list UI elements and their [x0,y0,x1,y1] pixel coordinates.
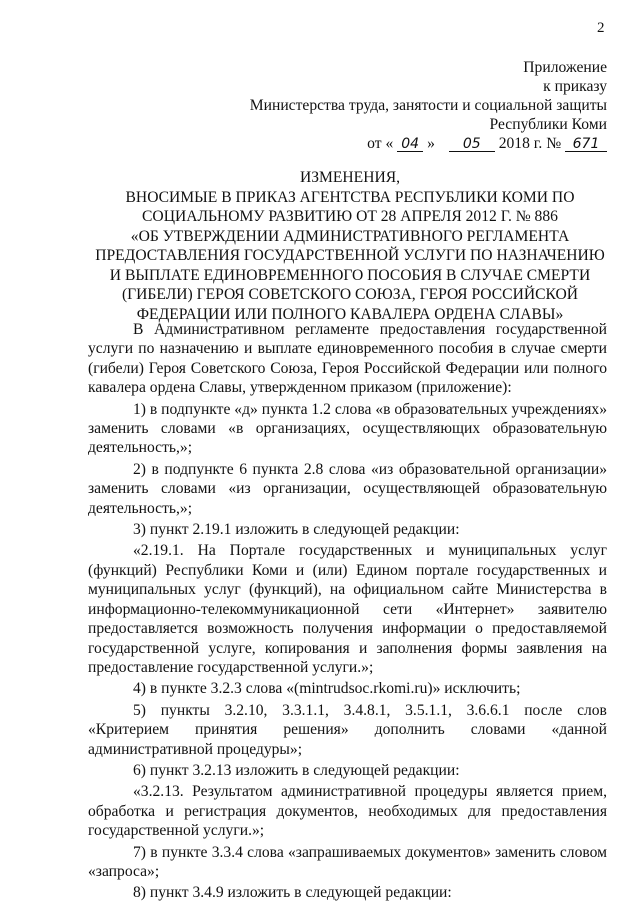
handwritten-month: 05 [449,137,495,152]
quote-2-19-1: «2.19.1. На Портале государственных и муниципальных услуг (функций) Республики Коми и (или) Едином портале государственных и муниципальных услуг (функций), на официальном сайте Министерства в информационно-телекоммуникационной сети «Интернет» заявителю предоставляется возможность получения информации о предоставляемой государственной услуге, копирования и заполнения формы заявления на предоставление государственной услуги.»; [88,542,607,676]
handwritten-number: 671 [565,137,607,152]
item-5-continuation: «Критерием принятия решения» дополнить словами «данной административной процедуры»; [88,721,607,758]
header-republic: Республики Коми [489,116,607,133]
header-to-order: к приказу [543,78,607,95]
title-line: ПРЕДОСТАВЛЕНИЯ ГОСУДАРСТВЕННОЙ УСЛУГИ ПО НАЗНАЧЕНИЮ [95,247,605,264]
word: 3.3.1.1, [282,701,329,719]
title-line: ИЗМЕНЕНИЯ, [299,169,401,186]
date-prefix: от « [367,135,394,152]
header-date-line [367,134,607,153]
word: 3.5.1.1, [405,701,452,719]
quote-3-2-13: «3.2.13. Результатом административной процедуры является прием, обработка и регистрация документов, необходимых для предоставления государственной услуги.»; [88,783,607,840]
word: слов [577,701,607,719]
title-line: ФЕДЕРАЦИИ ИЛИ ПОЛНОГО КАВАЛЕРА ОРДЕНА СЛАВЫ» [136,305,564,323]
title-line: И ВЫПЛАТЕ ЕДИНОВРЕМЕННОГО ПОСОБИЯ В СЛУЧАЕ СМЕРТИ [109,266,591,284]
header-ministry: Министерства труда, занятости и социальной защиты [249,97,607,114]
amendment-item-7: 7) в пункте 3.3.4 слова «запрашиваемых документов» заменить словом «запроса»; [88,843,607,880]
title-line: (ГИБЕЛИ) ГЕРОЯ СОВЕТСКОГО СОЮЗА, ГЕРОЯ РОССИЙСКОЙ [121,286,579,303]
document-body [88,320,607,905]
word: 3.6.6.1 [466,701,510,719]
intro-paragraph: В Административном регламенте предоставления государственной услуги по назначению и выплате единовременного пособия в случае смерти (гибели) Героя Советского Союза, Героя Российской Федерации или полного кавалера ордена Славы, утвержденном приказом (приложение): [88,321,607,397]
amendment-item-4: 4) в пункте 3.2.3 слова «(mintrudsoc.rkomi.ru)» исключить; [133,680,521,698]
title-line: СОЦИАЛЬНОМУ РАЗВИТИЮ ОТ 28 АПРЕЛЯ 2012 Г. № 886 [142,208,558,225]
title-line: «ОБ УТВЕРЖДЕНИИ АДМИНИСТРАТИВНОГО РЕГЛАМЕНТА [130,227,570,245]
amendment-item-3: 3) пункт 2.19.1 изложить в следующей редакции: [133,521,460,539]
amendment-item-5 [88,701,607,759]
word: пункты [160,701,210,719]
header-annex: Приложение [523,59,607,76]
word: после [524,701,563,719]
word: 5) [133,701,146,719]
amendment-item-2: 2) в подпункте 6 пункта 2.8 слова «из образовательной организации» заменить словами «из организации, осуществляющей образовательную деятельность,»; [88,460,607,517]
date-year: 2018 г. № [498,135,562,152]
document-title [60,168,640,324]
title-line: ВНОСИМЫЕ В ПРИКАЗ АГЕНТСТВА РЕСПУБЛИКИ КОМИ ПО [125,188,575,206]
handwritten-day: 04 [397,137,423,152]
date-mid: » [427,135,435,152]
page-number: 2 [597,20,605,36]
item-5-first-line [88,701,607,720]
amendment-item-6: 6) пункт 3.2.13 изложить в следующей редакции: [133,761,460,779]
word: 3.2.10, [224,701,268,719]
word: 3.4.8.1, [343,701,391,719]
amendment-item-8: 8) пункт 3.4.9 изложить в следующей редакции: [133,884,452,902]
amendment-item-1: 1) в подпункте «д» пункта 1.2 слова «в образовательных учреждениях» заменить словами «в организациях, осуществляющих образовательную деятельность,»; [88,400,607,457]
